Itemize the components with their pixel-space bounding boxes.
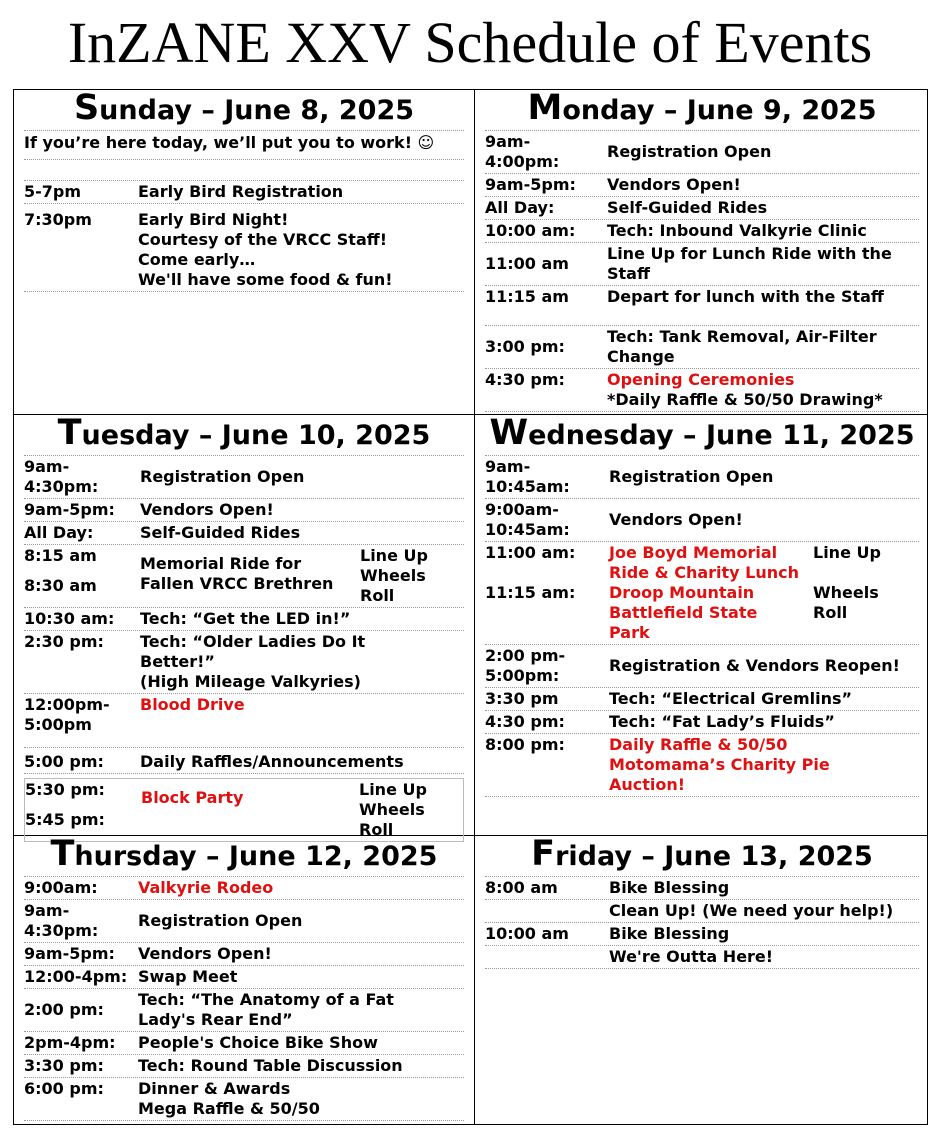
schedule-row: 6:00 pm: Dinner & Awards Mega Raffle & 50/50 [24,1078,464,1121]
schedule-row: 11:15 am Depart for lunch with the Staff [485,286,919,326]
schedule-row: 4:30 pm: Opening Ceremonies *Daily Raffle & 50/50 Drawing* [485,369,919,412]
day-wednesday [475,415,929,835]
schedule-row: 2pm-4pm: People's Choice Bike Show [24,1032,464,1055]
day-friday [475,836,929,1126]
schedule-row: 9am- 4:00pm: Registration Open [485,130,919,174]
schedule-row: 7:30pm Early Bird Night! Courtesy of the VRCC Staff! Come early… We'll have some food & fun! [24,204,464,292]
schedule-row: 8:00 am Bike Blessing [485,876,919,900]
day-title: Friday – June 13, 2025 [531,834,873,874]
schedule-row: 2:00 pm: Tech: “The Anatomy of a Fat Lady's Rear End” [24,989,464,1032]
schedule-row: 2:00 pm- 5:00pm: Registration & Vendors Reopen! [485,645,919,688]
schedule-row: 3:30 pm: Tech: Round Table Discussion [24,1055,464,1078]
schedule-row: 9am- 4:30pm: Registration Open [24,900,464,943]
schedule-row: 11:00 am Line Up for Lunch Ride with the Staff [485,243,919,286]
schedule-row: All Day: Self-Guided Rides [24,522,464,545]
schedule-row: 5:00 pm: Daily Raffles/Announcements [24,748,464,774]
schedule-row: 12:00-4pm: Swap Meet [24,966,464,989]
schedule-row: 9:00am- 10:45am: Vendors Open! [485,499,919,542]
schedule-row: 12:00pm- 5:00pm Blood Drive [24,694,464,748]
schedule-row: 9am-5pm: Vendors Open! [24,943,464,966]
schedule-row: Clean Up! (We need your help!) [485,900,919,923]
schedule-row: 9am-5pm: Vendors Open! [485,174,919,197]
schedule-row: 3:00 pm: Tech: Tank Removal, Air-Filter Change [485,326,919,369]
schedule-row: 10:00 am Bike Blessing [485,923,919,946]
day-tuesday [14,413,474,839]
schedule-row: 4:30 pm: Tech: “Fat Lady’s Fluids” [485,711,919,734]
day-title: Thursday – June 12, 2025 [50,834,438,874]
day-title: Wednesday – June 11, 2025 [489,413,915,453]
schedule-row: 9am- 4:30pm: Registration Open [24,455,464,499]
day-thursday [14,836,474,1126]
day-sunday [14,90,474,414]
schedule-row: We're Outta Here! [485,946,919,969]
day-title: Sunday – June 8, 2025 [73,88,415,128]
schedule-row: 9am-5pm: Vendors Open! [24,499,464,522]
day-title: Monday – June 9, 2025 [527,88,877,128]
schedule-row: All Day: Self-Guided Rides [485,197,919,220]
schedule-row: 5-7pm Early Bird Registration [24,180,464,204]
schedule-grid [13,89,928,1125]
schedule-row: 8:00 pm: Daily Raffle & 50/50 Motomama’s Charity Pie Auction! [485,734,919,797]
schedule-row: 10:30 am: Tech: “Get the LED in!” [24,608,464,631]
schedule-row: 9:00am: Valkyrie Rodeo [24,876,464,900]
day-note: If you’re here today, we’ll put you to work! ☺ [24,130,464,160]
schedule-row: 5:30 pm: 5:45 pm: Block Party Line Up Wheels Roll [24,778,464,842]
day-title: Tuesday – June 10, 2025 [57,413,431,453]
schedule-row: 3:30 pm Tech: “Electrical Gremlins” [485,688,919,711]
page-title: InZANE XXV Schedule of Events [67,10,873,75]
day-monday [475,90,929,414]
schedule-row: 10:00 am: Tech: Inbound Valkyrie Clinic [485,220,919,243]
schedule-row: 8:15 am 8:30 am Memorial Ride for Fallen VRCC Brethren Line Up Wheels Roll [24,545,464,608]
schedule-row: 11:00 am: 11:15 am: Joe Boyd Memorial Ride & Charity Lunch Droop Mountain Battlefield State Park Line Up Wheels Roll [485,542,919,645]
schedule-row: 9am- 10:45am: Registration Open [485,455,919,499]
schedule-row: 2:30 pm: Tech: “Older Ladies Do It Better!” (High Mileage Valkyries) [24,631,464,694]
